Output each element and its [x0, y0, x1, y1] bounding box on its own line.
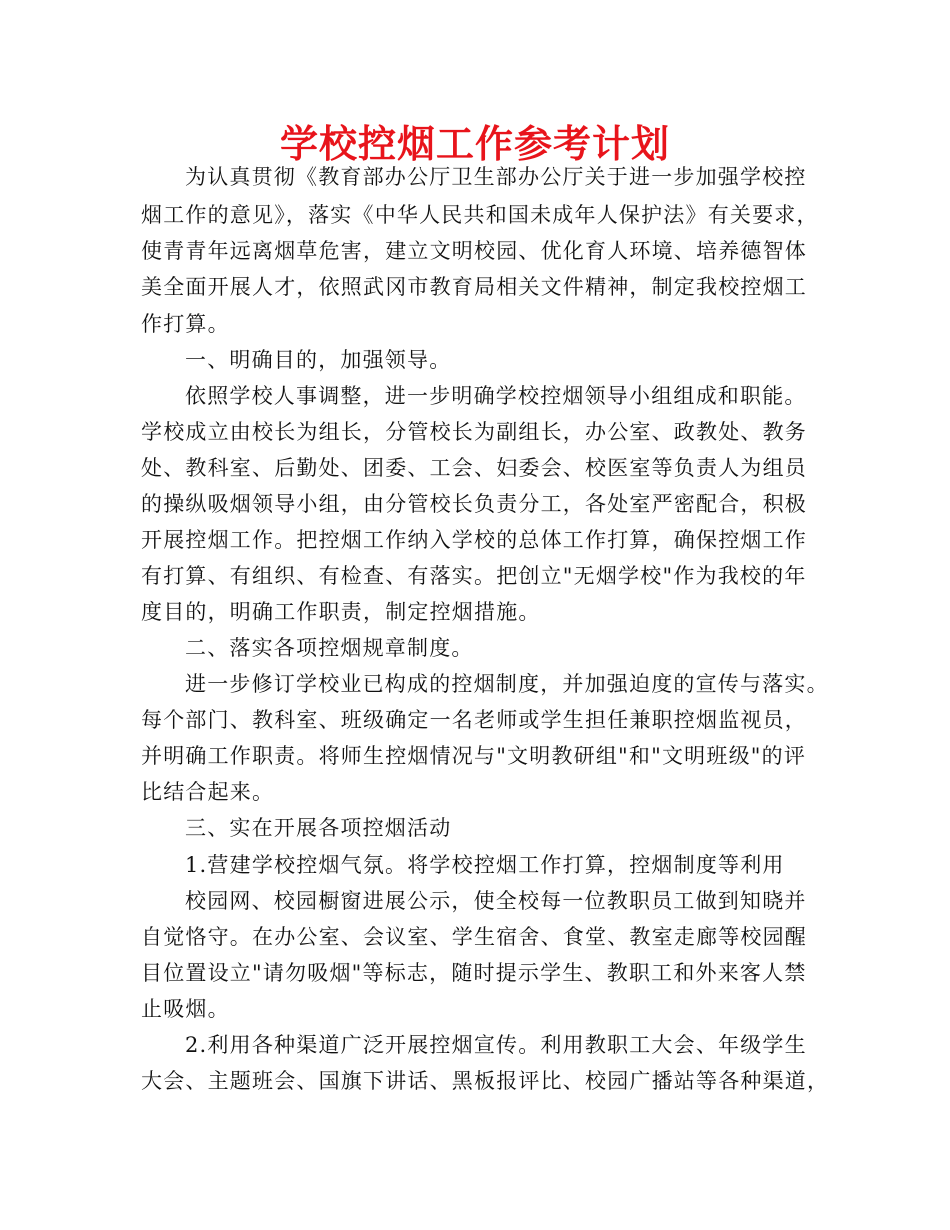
- body-line: 使青青年远离烟草危害，建立文明校园、优化育人环境、培养德智体: [141, 239, 807, 263]
- body-line: 比结合起来。: [141, 780, 275, 804]
- body-line: 1.营建学校控烟气氛。将学校控烟工作打算，控烟制度等利用: [185, 853, 785, 877]
- body-line: 校园网、校园橱窗进展公示，使全校每一位教职员工做到知晓并: [185, 889, 807, 913]
- body-line: 为认真贯彻《教育部办公厅卫生部办公厅关于进一步加强学校控: [185, 165, 807, 189]
- section-heading: 一、明确目的，加强领导。: [185, 348, 452, 372]
- body-line: 并明确工作职责。将师生控烟情况与"文明教研组"和"文明班级"的评: [141, 744, 807, 768]
- body-line: 大会、主题班会、国旗下讲话、黑板报评比、校园广播站等各种渠道，: [141, 1069, 830, 1093]
- body-line: 学校成立由校长为组长，分管校长为副组长，办公室、政教处、教务: [141, 420, 807, 444]
- body-line: 自觉恪守。在办公室、会议室、学生宿舍、食堂、教室走廊等校园醒: [141, 925, 807, 949]
- body-line: 的操纵吸烟领导小组，由分管校长负责分工，各处室严密配合，积极: [141, 492, 807, 516]
- section-heading: 三、实在开展各项控烟活动: [185, 816, 452, 840]
- document-title: 学校控烟工作参考计划: [279, 122, 670, 166]
- body-line: 2.利用各种渠道广泛开展控烟宣传。利用教职工大会、年级学生: [185, 1033, 807, 1057]
- body-line: 进一步修订学校业已构成的控烟制度，并加强迫度的宣传与落实。: [185, 672, 829, 696]
- body-line: 依照学校人事调整，进一步明确学校控烟领导小组组成和职能。: [185, 384, 807, 408]
- body-line: 烟工作的意见》，落实《中华人民共和国未成年人保护法》有关要求，: [141, 203, 819, 227]
- body-line: 每个部门、教科室、班级确定一名老师或学生担任兼职控烟监视员，: [141, 708, 807, 732]
- body-line: 作打算。: [141, 312, 230, 336]
- body-line: 处、教科室、后勤处、团委、工会、妇委会、校医室等负责人为组员: [141, 456, 807, 480]
- section-heading: 二、落实各项控烟规章制度。: [185, 636, 474, 660]
- body-line: 有打算、有组织、有检查、有落实。把创立"无烟学校"作为我校的年: [141, 564, 807, 588]
- body-line: 开展控烟工作。把控烟工作纳入学校的总体工作打算，确保控烟工作: [141, 528, 807, 552]
- body-line: 美全面开展人才，依照武冈市教育局相关文件精神，制定我校控烟工: [141, 275, 807, 299]
- body-line: 度目的，明确工作职责，制定控烟措施。: [141, 600, 541, 624]
- body-line: 目位置设立"请勿吸烟"等标志，随时提示学生、教职工和外来客人禁: [141, 961, 807, 985]
- body-line: 止吸烟。: [141, 997, 230, 1021]
